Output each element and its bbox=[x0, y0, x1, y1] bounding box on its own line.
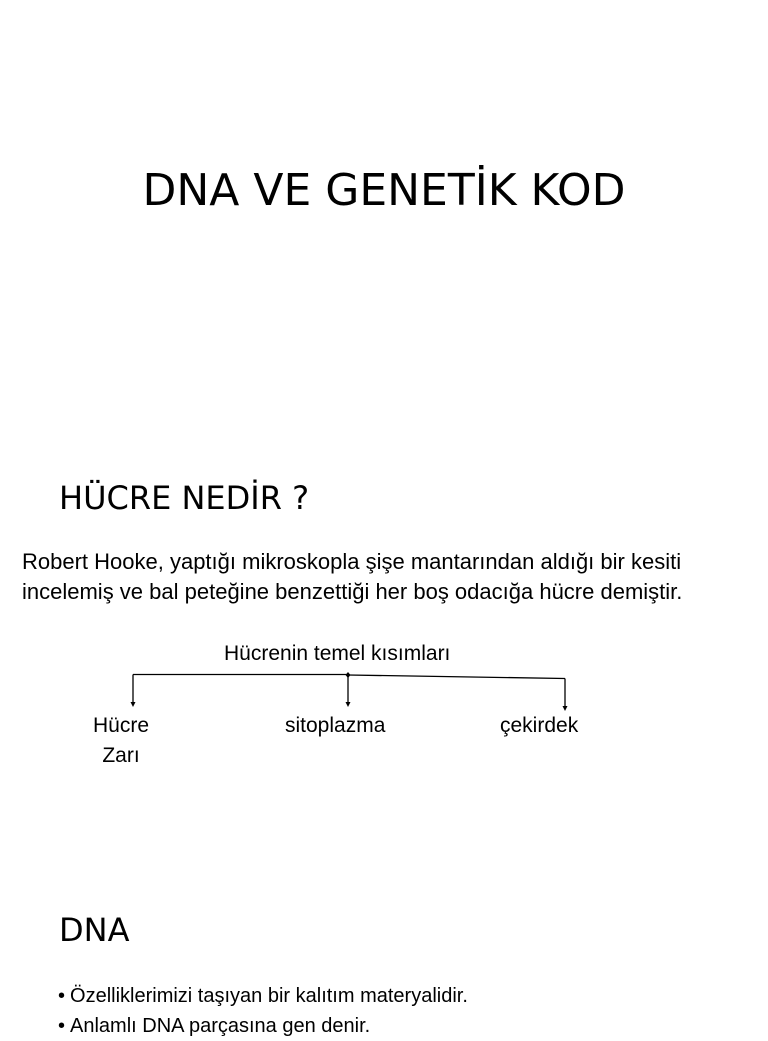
section-heading-dna: DNA bbox=[59, 911, 130, 949]
bullet-icon: • bbox=[58, 1015, 66, 1037]
diagram-root-label: Hücrenin temel kısımları bbox=[224, 642, 451, 665]
slide-title: DNA VE GENETİK KOD bbox=[142, 165, 626, 216]
diagram-node-cell-membrane bbox=[81, 711, 161, 771]
arrowhead-icon bbox=[346, 702, 351, 707]
paragraph-line: Robert Hooke, yaptığı mikroskopla şişe mantarından aldığı bir kesiti bbox=[22, 549, 682, 574]
dna-bullet-list bbox=[58, 981, 468, 1041]
list-item-text: Özelliklerimizi taşıyan bir kalıtım materyalidir. bbox=[70, 985, 468, 1007]
diagram-node-cytoplasm: sitoplazma bbox=[285, 714, 386, 737]
list-item bbox=[58, 1011, 468, 1041]
diagram-node-line: Zarı bbox=[102, 744, 140, 767]
bullet-icon: • bbox=[58, 985, 66, 1007]
connector-horizontal-line bbox=[348, 675, 565, 679]
section-heading-cell: HÜCRE NEDİR ? bbox=[59, 479, 310, 517]
list-item bbox=[58, 981, 468, 1011]
list-item-text: Anlamlı DNA parçasına gen denir. bbox=[70, 1015, 371, 1037]
diagram-node-nucleus: çekirdek bbox=[500, 714, 579, 737]
diagram-node-line: Hücre bbox=[92, 714, 150, 737]
connector-junction-icon bbox=[346, 672, 351, 678]
arrowhead-icon bbox=[131, 702, 136, 707]
paragraph-line: incelemiş ve bal peteğine benzettiği her boş odacığa hücre demiştir. bbox=[22, 579, 683, 604]
